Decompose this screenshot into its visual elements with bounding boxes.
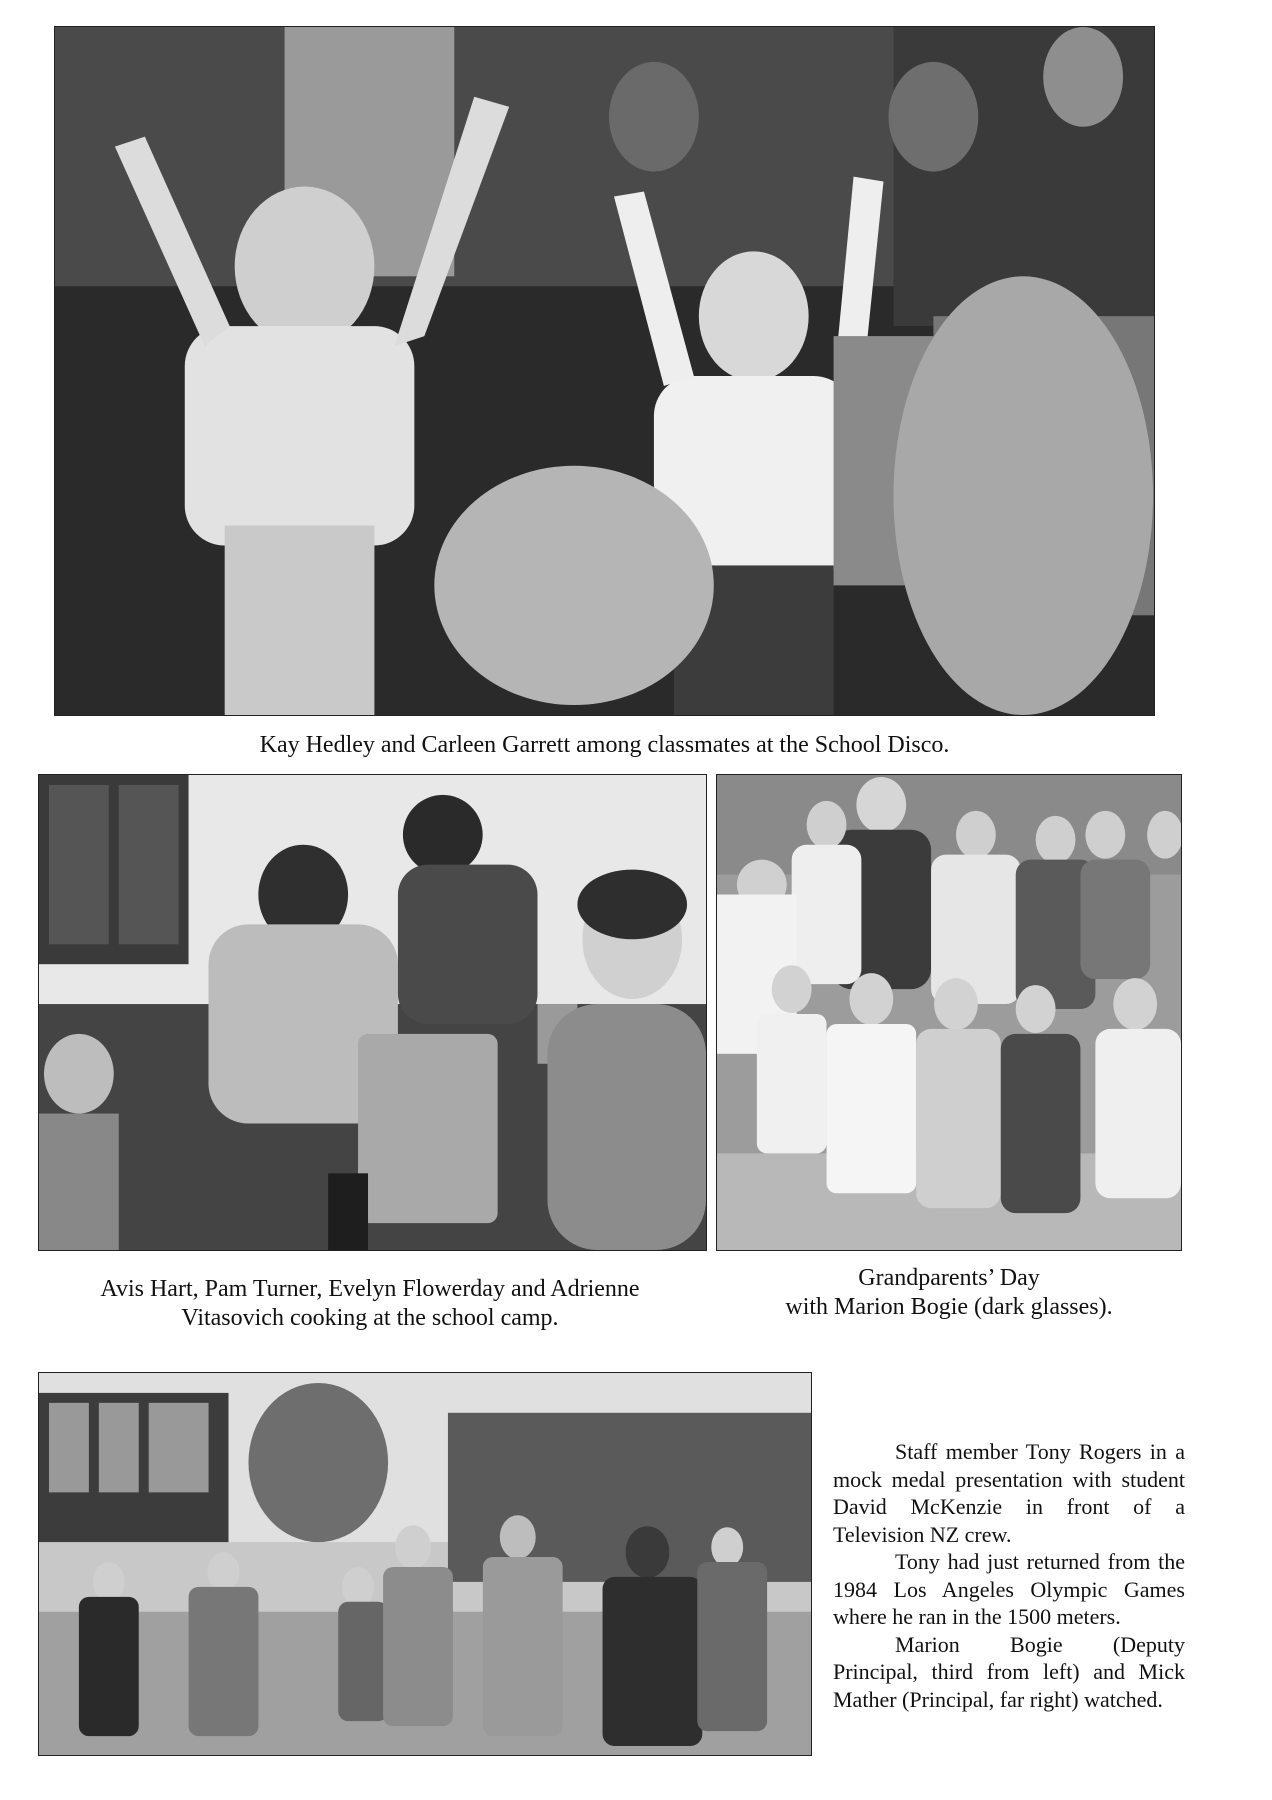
caption-grandparents-line-1: Grandparents’ Day xyxy=(858,1265,1040,1291)
caption-school-camp-line-1: Avis Hart, Pam Turner, Evelyn Flowerday and Adrienne xyxy=(100,1276,640,1302)
caption-television-crew xyxy=(833,1438,1185,1713)
television-scene-illustration xyxy=(39,1373,811,1755)
photo-grandparents-day xyxy=(716,774,1182,1251)
caption-television-paragraph-1: Staff member Tony Rogers in a mock medal presentation with student David McKenzie in front of a Television NZ crew. xyxy=(833,1439,1185,1547)
disco-scene-illustration xyxy=(55,27,1154,715)
caption-television-paragraph-2: Tony had just returned from the 1984 Los Angeles Olympic Games where he ran in the 1500 meters. xyxy=(833,1549,1185,1629)
camp-scene-illustration xyxy=(39,775,706,1250)
photo-school-camp xyxy=(38,774,707,1251)
caption-school-disco: Kay Hedley and Carleen Garrett among classmates at the School Disco. xyxy=(259,732,950,758)
photo-television-crew xyxy=(38,1372,812,1756)
grandparents-scene-illustration xyxy=(717,775,1181,1250)
caption-grandparents-line-2: with Marion Bogie (dark glasses). xyxy=(785,1294,1113,1320)
photo-school-disco xyxy=(54,26,1155,716)
caption-television-paragraph-3: Marion Bogie (Deputy Principal, third from left) and Mick Mather (Principal, far right) watched. xyxy=(833,1631,1185,1712)
caption-school-camp-line-2: Vitasovich cooking at the school camp. xyxy=(181,1305,559,1331)
caption-school-camp xyxy=(20,1275,720,1333)
caption-grandparents-day xyxy=(716,1264,1182,1322)
